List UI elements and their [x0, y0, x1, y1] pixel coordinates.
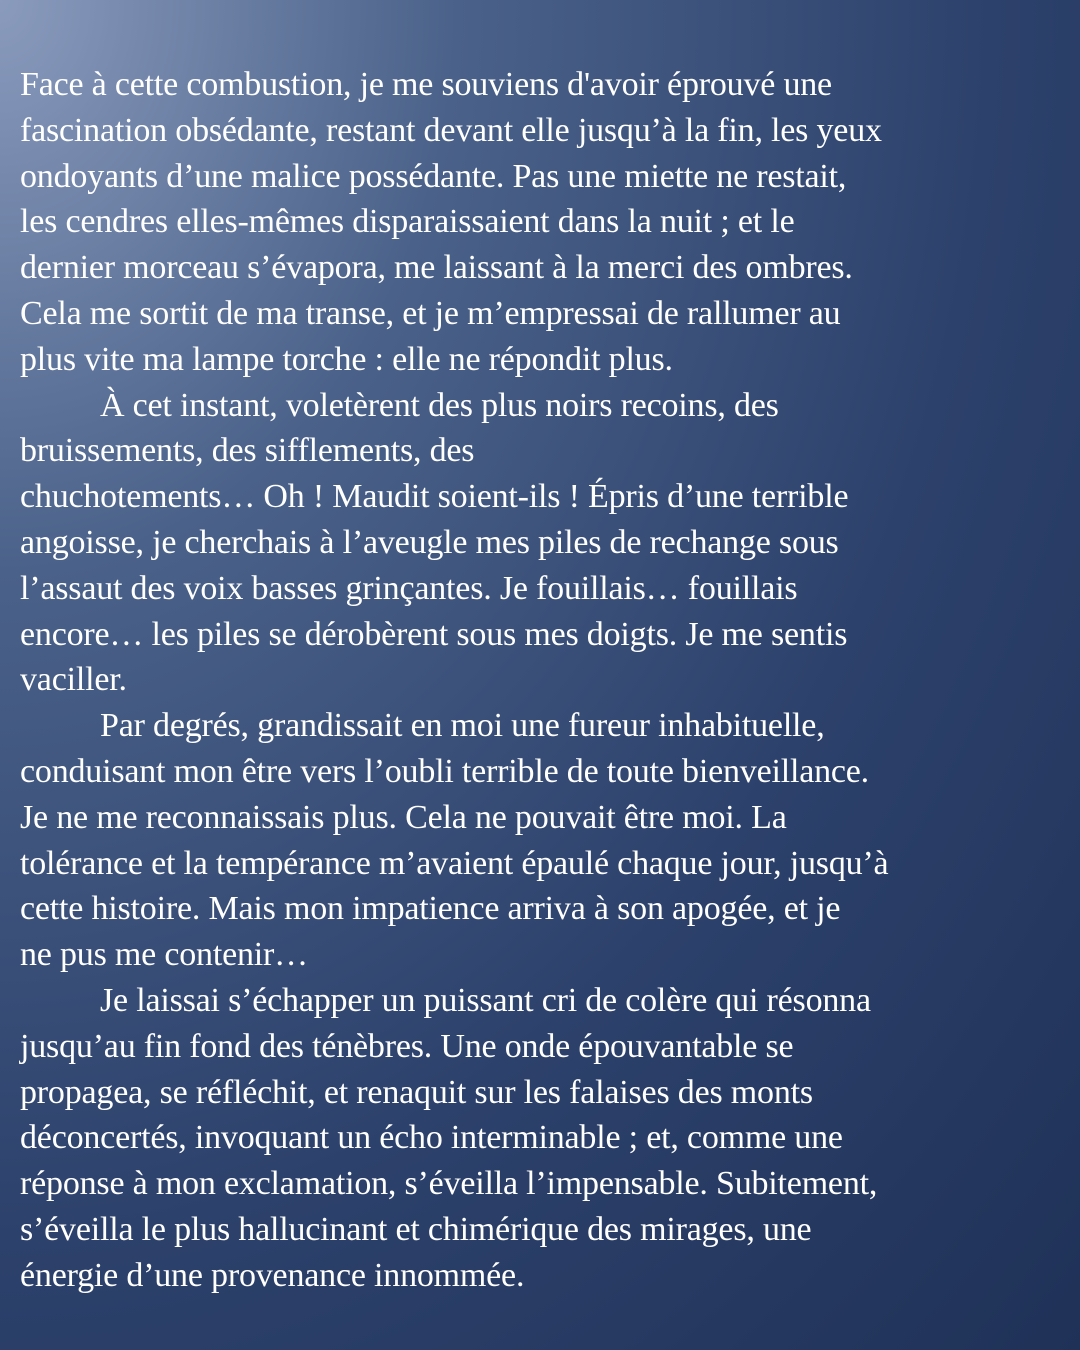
paragraph-1: Face à cette combustion, je me souviens d'avoir éprouvé une fascination obsédante, restant devant elle jusqu’à la fin, les yeux ondoyants d’une malice possédante. Pas une miette ne restait, les cendres elles-mêmes disparaissaient dans la nuit ; et le dernier morceau s’évapora, me laissant à la merci des ombres. Cela me sortit de ma transe, et je m’empressai de rallumer au plus vite ma lampe torche : elle ne répondit plus.: [20, 66, 882, 378]
paragraph-4: Je laissai s’échapper un puissant cri de colère qui résonna jusqu’au fin fond des ténèbres. Une onde épouvantable se propagea, se réfléchit, et renaquit sur les falaises des monts déconcertés, invoquant un écho interminable ; et, comme une réponse à mon exclamation, s’éveilla l’impensable. Subitement, s’éveilla le plus hallucinant et chimérique des mirages, une énergie d’une provenance innommée.: [20, 981, 878, 1294]
paragraph-3: Par degrés, grandissait en moi une fureur inhabituelle, conduisant mon être vers l’oubli terrible de toute bienveillance. Je ne me reconnaissais plus. Cela ne pouvait être moi. La tolérance et la tempérance m’avaient épaulé chaque jour, jusqu’à cette histoire. Mais mon impatience arriva à son apogée, et je ne pus me contenir…: [20, 707, 889, 974]
paragraph-2: À cet instant, voletèrent des plus noirs recoins, des bruissements, des sifflements, des chuchotements… Oh ! Maudit soient-ils ! Épris d’une terrible angoisse, je cherchais à l’aveugle mes piles de rechange sous l’assaut des voix basses grinçantes. Je fouillais… fouillais encore… les piles se dérobèrent sous mes doigts. Je me sentis vaciller.: [20, 386, 849, 699]
story-text: [20, 62, 1062, 1299]
